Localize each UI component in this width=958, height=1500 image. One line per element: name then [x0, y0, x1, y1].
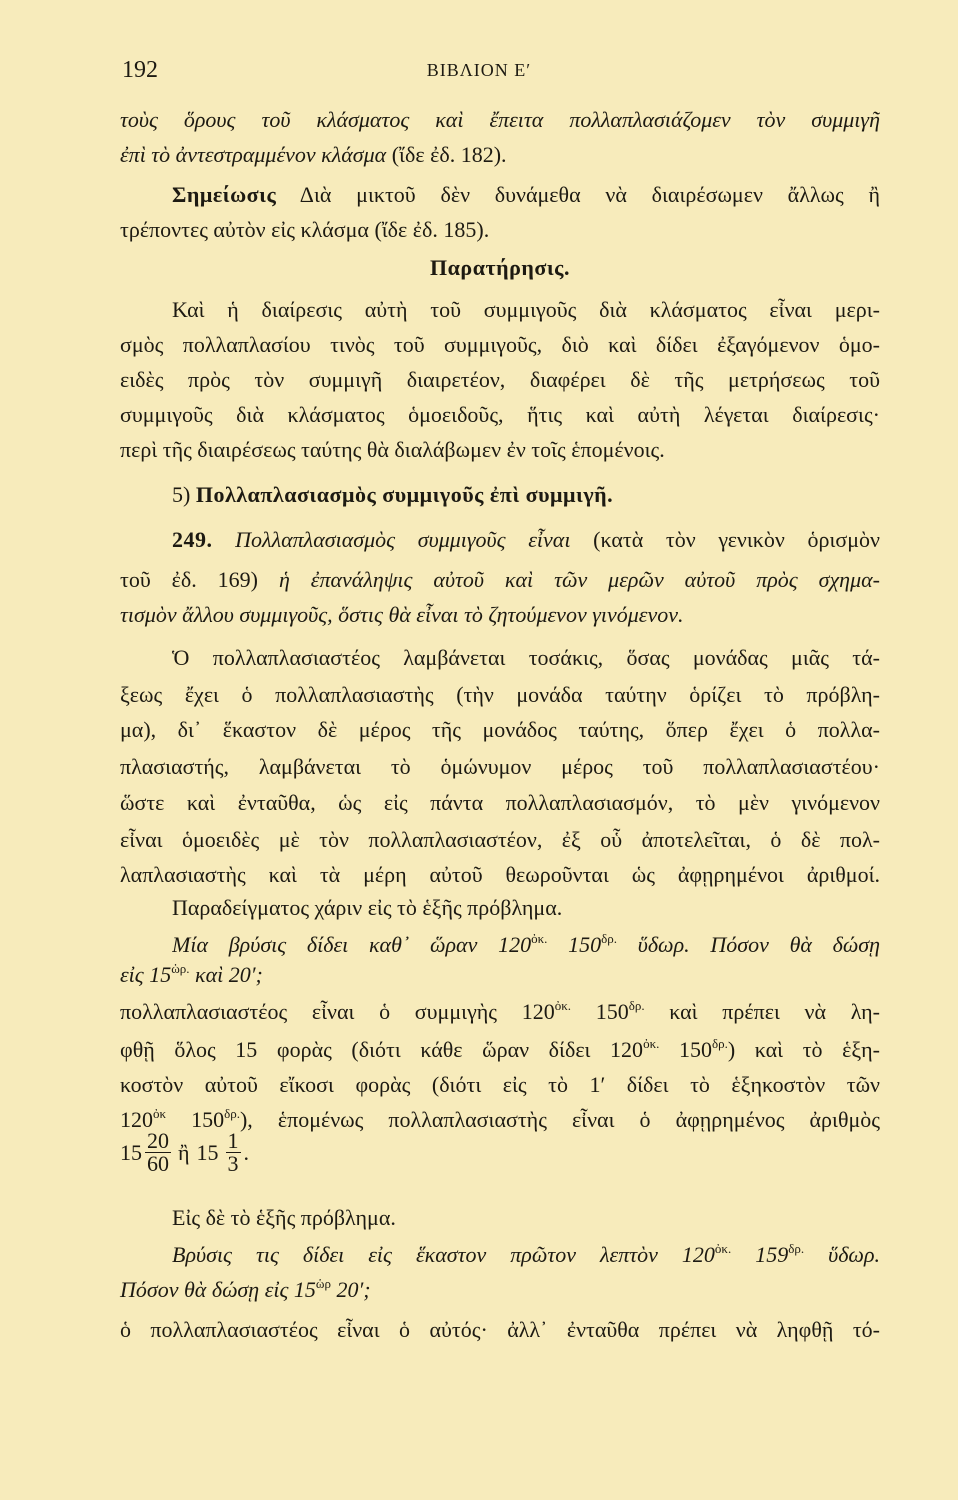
section-heading — [120, 254, 880, 282]
text-line — [172, 931, 880, 959]
text-run: 150 — [166, 1107, 225, 1132]
unit-superscript: ὀκ — [153, 1106, 167, 1121]
text-run: Παρατήρησις. — [430, 255, 570, 280]
numerator: 20 — [147, 1128, 169, 1153]
text-line — [172, 1241, 880, 1269]
text-run: 159 — [731, 1242, 789, 1267]
text-run: ὕδωρ. Πόσον θὰ δώσῃ — [617, 932, 880, 957]
text-run: τοὺς ὅρους τοῦ κλάσματος καὶ ἔπειτα πολλαπλασιάζομεν τὸν συμμιγῆ — [120, 107, 880, 132]
text-line — [120, 861, 880, 889]
text-run: 150 — [547, 932, 602, 957]
text-run: λαπλασιαστὴς καὶ τὰ μέρη αὐτοῦ θεωροῦνται ὡς ἀφῃρημένοι ἀριθμοί. — [120, 862, 880, 887]
unit-superscript: ὡρ. — [171, 961, 190, 976]
unit-superscript: δρ. — [788, 1241, 805, 1256]
text-line — [120, 141, 880, 169]
text-line — [120, 1036, 880, 1064]
text-line — [120, 106, 880, 134]
text-run: Σημείωσις — [172, 182, 277, 207]
text-run: κοστὸν αὐτοῦ εἴκοσι φορὰς (διότι εἰς τὸ 1′ δίδει τὸ ἑξηκοστὸν τῶν — [120, 1072, 880, 1097]
text-line — [172, 894, 880, 922]
text-line — [120, 826, 880, 854]
text-run: μα), δι᾽ ἕκαστον δὲ μέρος τῆς μονάδος ταύτης, ὅπερ ἔχει ὁ πολλα- — [120, 717, 880, 742]
text-run: τοῦ ἐδ. 169) — [120, 567, 279, 592]
whole-number: 15 — [120, 1139, 142, 1165]
text-run: πλασιαστής, λαμβάνεται τὸ ὁμώνυμον μέρος τοῦ πολλαπλασιαστέου· — [120, 754, 880, 779]
text-run: Παραδείγματος χάριν εἰς τὸ ἑξῆς πρόβλημα. — [172, 895, 563, 920]
text-run: περὶ τῆς διαιρέσεως ταύτης θὰ διαλάβωμεν ἐν τοῖς ἑπομένοις. — [120, 437, 665, 462]
text-line — [120, 753, 880, 781]
text-run: 249. — [172, 527, 213, 552]
text-run: σμὸς πολλαπλασίου τινὸς τοῦ συμμιγοῦς, διὸ καὶ δίδει ἐξαγόμενον ὁμο- — [120, 332, 880, 357]
text-run: Πόσον θὰ δώσῃ εἰς 15 — [120, 1277, 316, 1302]
text-line — [120, 789, 880, 817]
text-run: Βρύσις τις δίδει εἰς ἕκαστον πρῶτον λεπτὸν 120 — [172, 1242, 715, 1267]
period: . — [243, 1139, 250, 1165]
text-line — [120, 716, 880, 744]
page-number: 192 — [122, 57, 158, 83]
text-line — [120, 436, 880, 464]
text-run: 150 — [659, 1037, 712, 1062]
unit-superscript: ὀκ. — [554, 998, 572, 1013]
text-run: 20′; — [330, 1277, 371, 1302]
text-run: (κατὰ τὸν γενικὸν ὁρισμὸν — [570, 527, 880, 552]
text-run: Ὁ πολλαπλασιαστέος λαμβάνεται τοσάκις, ὅσας μονάδας μιᾶς τά- — [172, 645, 880, 670]
text-line — [120, 998, 880, 1026]
text-line — [120, 601, 880, 629]
text-line — [120, 1316, 880, 1344]
text-line — [120, 216, 880, 244]
text-line — [172, 644, 880, 672]
text-run: 150 — [571, 999, 629, 1024]
text-line — [120, 681, 880, 709]
fraction — [145, 1130, 171, 1175]
text-run: 120 — [120, 1107, 153, 1132]
text-line — [172, 481, 880, 509]
text-run: καὶ πρέπει νὰ λη- — [644, 999, 880, 1024]
text-run: Διὰ μικτοῦ δὲν δυνάμεθα νὰ διαιρέσωμεν ἄλλως ἢ — [276, 182, 880, 207]
text-run: ἡ ἐπανάληψις αὐτοῦ καὶ τῶν μερῶν αὐτοῦ πρὸς σχημα- — [278, 567, 880, 592]
unit-superscript: δρ. — [601, 931, 618, 946]
denominator: 60 — [147, 1151, 169, 1176]
text-line — [172, 181, 880, 209]
text-line — [172, 296, 880, 324]
text-line — [172, 526, 880, 554]
text-line — [172, 1204, 880, 1232]
text-run: εἰς 15 — [120, 962, 172, 987]
text-run: Μία βρύσις δίδει καθ᾽ ὥραν 120 — [172, 932, 532, 957]
text-line — [120, 566, 880, 594]
text-run: εἶναι ὁμοειδὲς μὲ τὸν πολλαπλασιαστέον, ἐξ οὗ ἀποτελεῖται, ὁ δὲ πολ- — [120, 827, 880, 852]
text-run: πολλαπλασιαστέος εἶναι ὁ συμμιγὴς 120 — [120, 999, 555, 1024]
running-head: ΒΙΒΛΙΟΝ Ε′ — [426, 60, 532, 80]
text-line — [120, 961, 880, 989]
text-run: ἐπὶ τὸ ἀντεστραμμένον κλάσμα — [120, 142, 387, 167]
text-line — [120, 366, 880, 394]
text-run: Εἰς δὲ τὸ ἑξῆς πρόβλημα. — [172, 1205, 396, 1230]
text-run: ξεως ἔχει ὁ πολλαπλασιαστὴς (τὴν μονάδα ταύτην ὁρίζει τὸ πρόβλη- — [120, 682, 880, 707]
or-word: ἢ — [178, 1139, 190, 1165]
unit-superscript: δρ. — [711, 1036, 728, 1051]
text-run: Πολλαπλασιασμὸς συμμιγοῦς εἶναι — [212, 527, 571, 552]
unit-superscript: ὀκ. — [714, 1241, 732, 1256]
unit-superscript: δρ. — [224, 1106, 240, 1121]
text-run: τισμὸν ἄλλου συμμιγοῦς, ὅστις θὰ εἶναι τὸ ζητούμενον γινόμενον. — [120, 602, 684, 627]
unit-superscript: ὡρ — [315, 1276, 331, 1291]
numerator: 1 — [227, 1128, 239, 1153]
text-run: ὁ πολλαπλασιαστέος εἶναι ὁ αὐτός· ἀλλ᾽ ἐνταῦθα πρέπει νὰ ληφθῇ τό- — [120, 1317, 880, 1342]
text-run: ), ἑπομένως πολλαπλασιαστὴς εἶναι ὁ ἀφῃρημένος ἀριθμὸς — [239, 1107, 880, 1132]
text-run: (ἴδε ἐδ. 182). — [386, 142, 507, 167]
text-run: Καὶ ἡ διαίρεσις αὐτὴ τοῦ συμμιγοῦς διὰ κλάσματος εἶναι μερι- — [172, 297, 880, 322]
denominator: 3 — [227, 1151, 239, 1176]
fraction-expression — [120, 1130, 249, 1175]
unit-superscript: ὀκ. — [531, 931, 548, 946]
fraction — [226, 1130, 241, 1175]
text-run: καὶ 20′; — [189, 962, 263, 987]
text-run: 5) — [172, 482, 196, 507]
text-line — [120, 401, 880, 429]
text-line — [120, 1071, 880, 1099]
text-line — [120, 1276, 880, 1304]
text-line — [120, 331, 880, 359]
unit-superscript: δρ. — [628, 998, 645, 1013]
text-run: φθῇ ὅλος 15 φορὰς (διότι κάθε ὥραν δίδει 120 — [120, 1037, 644, 1062]
text-run: συμμιγοῦς διὰ κλάσματος ὁμοειδοῦς, ἥτις καὶ αὐτὴ λέγεται διαίρεσις· — [120, 402, 880, 427]
text-run: ) καὶ τὸ ἑξη- — [727, 1037, 880, 1062]
text-run: ειδὲς πρὸς τὸν συμμιγῆ διαιρετέον, διαφέρει δὲ τῆς μετρήσεως τοῦ — [120, 367, 880, 392]
unit-superscript: ὀκ. — [643, 1036, 660, 1051]
text-run: τρέποντες αὐτὸν εἰς κλάσμα (ἴδε ἐδ. 185). — [120, 217, 490, 242]
text-run: ὥστε καὶ ἐνταῦθα, ὡς εἰς πάντα πολλαπλασιασμόν, τὸ μὲν γινόμενον — [120, 790, 880, 815]
text-run: Πολλαπλασιασμὸς συμμιγοῦς ἐπὶ συμμιγῆ. — [195, 482, 614, 507]
text-run: ὕδωρ. — [804, 1242, 880, 1267]
whole-number: 15 — [196, 1139, 219, 1165]
